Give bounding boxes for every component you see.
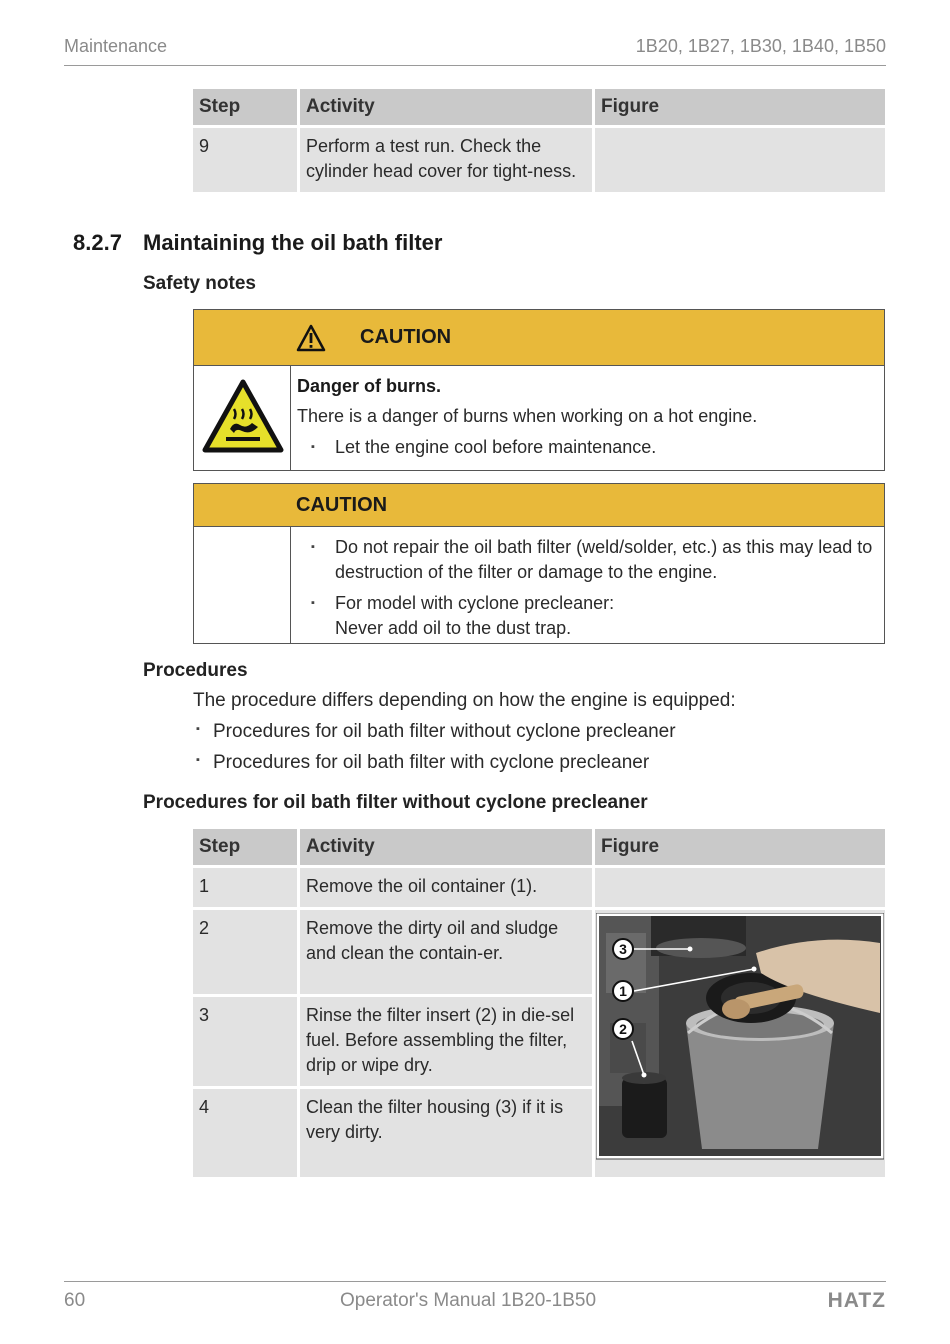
caution-title: Danger of burns. [297,376,442,396]
caution-header [194,310,884,366]
table-row [193,868,885,907]
caution-icon-cell [194,366,291,471]
table-header-row [193,89,885,125]
step-activity: Clean the filter housing (3) if it is very dirty. [300,1089,592,1177]
col-figure: Figure [595,829,885,865]
step-activity: Perform a test run. Check the cylinder head cover for tight-ness. [300,128,592,192]
hot-surface-warning-icon [202,379,284,453]
header-section: Maintenance [64,36,168,56]
caution-bullet: ▪ Let the engine cool before maintenance. [297,435,878,460]
section-number: 8.2.7 [73,230,122,255]
step-number: 2 [193,910,297,994]
footer-divider [64,1281,886,1282]
header-divider [64,65,886,66]
header-models: 1B20, 1B27, 1B30, 1B40, 1B50 [635,36,886,56]
callout-marker [613,1019,633,1039]
step-activity: Remove the oil container (1). [300,868,592,907]
table-row [193,910,885,994]
caution-header [194,484,884,527]
figure-cell [595,910,885,1177]
col-step: Step [193,89,297,125]
list-item: ▪ Procedures for oil bath filter with cyclone precleaner [196,752,649,774]
col-activity: Activity [300,829,592,865]
step-number: 9 [193,128,297,192]
procedures-heading: Procedures [143,660,248,681]
step-activity: Rinse the filter insert (2) in die-sel fuel. Before assembling the filter, drip or wipe dry. [300,997,592,1086]
col-figure: Figure [595,89,885,125]
caution-bullet-line: For model with cyclone precleaner: [335,593,615,613]
caution-box-repair [193,483,885,644]
col-activity: Activity [300,89,592,125]
caution-label: CAUTION [296,494,388,516]
caution-empty-cell [194,527,291,644]
callout-marker [613,981,633,1001]
callout-2: 2 [619,1021,627,1037]
warning-triangle-icon [296,324,326,352]
oil-bath-filter-photo [596,913,884,1163]
caution-box-burns [193,309,885,471]
step-activity: Remove the dirty oil and sludge and clean the contain-er. [300,910,592,994]
top-step-table [190,86,888,195]
step-figure [595,128,885,192]
page-number: 60 [64,1290,86,1311]
step-figure [595,868,885,907]
step-number: 3 [193,997,297,1086]
procedures-subheading: Procedures for oil bath filter without cyclone precleaner [143,792,648,813]
table-row [193,128,885,192]
caution-bullet-line: Never add oil to the dust trap. [335,618,572,638]
callout-1: 1 [619,983,627,999]
brand-logo: HATZ [827,1289,886,1312]
caution-text: There is a danger of burns when working on a hot engine. [297,406,758,426]
callout-marker [613,939,633,959]
procedures-intro: The procedure differs depending on how the engine is equipped: [193,690,736,711]
step-number: 1 [193,868,297,907]
manual-title: Operator's Manual 1B20-1B50 [340,1290,597,1311]
caution-bullet [297,591,878,641]
callout-3: 3 [619,941,627,957]
procedure-step-table [190,826,888,1180]
list-item: ▪ Procedures for oil bath filter without cyclone precleaner [196,721,676,743]
step-number: 4 [193,1089,297,1177]
caution-label: CAUTION [360,326,452,348]
section-title: Maintaining the oil bath filter [143,230,443,255]
safety-notes-heading: Safety notes [143,273,256,294]
caution-bullet: ▪ Do not repair the oil bath filter (weld/solder, etc.) as this may lead to destruction of the filter or damage to the engine. [297,535,878,585]
table-header-row [193,829,885,865]
col-step: Step [193,829,297,865]
